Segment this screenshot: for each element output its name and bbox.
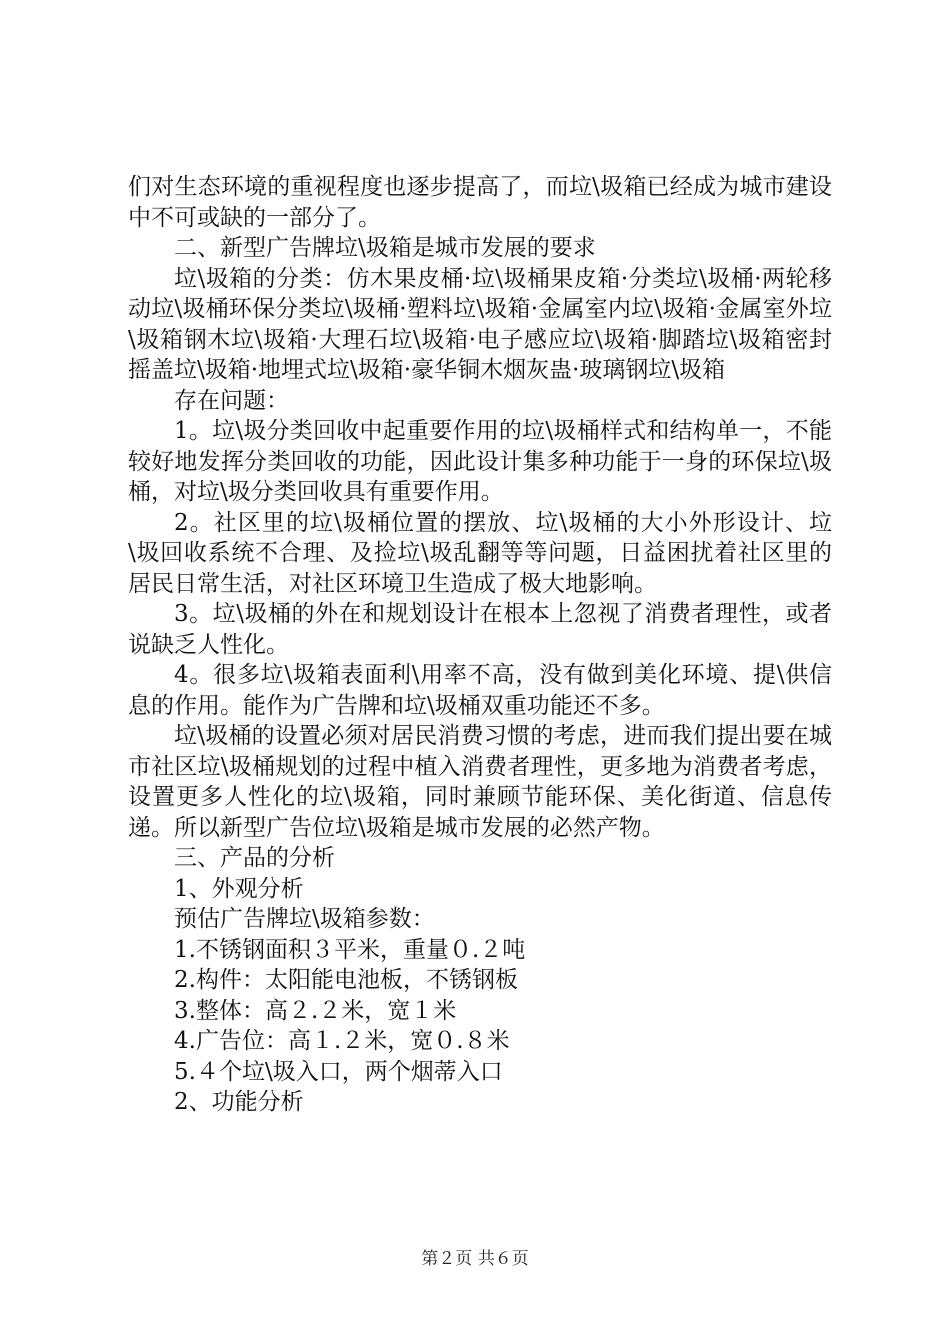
param-item-5: 5.４个垃\圾入口，两个烟蒂入口 [174,1058,503,1085]
param-item-3: 3.整体：高２.２米，宽１米 [174,997,457,1024]
paragraph-conclusion: 垃\圾桶的设置必须对居民消费习惯的考虑，进而我们提出要在城市社区垃\圾桶规划的过程中植入消费者理性，更多地为消费者考虑，设置更多人性化的垃\圾箱，同时兼顾节能环保、美化街道、信息传递。所以新型广告位垃\圾箱是城市发展的必然产物。 [128,723,832,841]
document-body [128,172,832,1118]
params-heading: 预估广告牌垃\圾箱参数： [174,906,435,932]
issue-item-2: 2。社区里的垃\圾桶位置的摆放、垃\圾桶的大小外形设计、垃\圾回收系统不合理、及捡垃\圾乱翻等等问题，日益困扰着社区里的居民日常生活，对社区环境卫生造成了极大地影响。 [128,509,832,597]
section-heading-3: 三、产品的分析 [174,845,335,871]
page-number: 第２页 共６页 [421,1249,529,1269]
subheading-appearance: 1、外观分析 [174,875,304,902]
param-item-4: 4.广告位：高１.２米，宽０.８米 [174,1028,510,1054]
paragraph-classification: 垃\圾箱的分类：仿木果皮桶·垃\圾桶果皮箱·分类垃\圾桶·两轮移动垃\圾桶环保分类垃\圾桶·塑料垃\圾箱·金属室内垃\圾箱·金属室外垃\圾箱钢木垃\圾箱·大理石垃\圾箱·电子感应垃\圾箱·脚踏垃\圾箱密封摇盖垃\圾箱·地埋式垃\圾箱·豪华铜木烟灰蛊·玻璃钢垃\圾箱 [128,265,832,383]
issue-item-3: 3。垃\圾桶的外在和规划设计在根本上忽视了消费者理性，或者说缺乏人性化。 [128,601,832,658]
section-heading-2: 二、新型广告牌垃\圾箱是城市发展的要求 [174,235,596,261]
param-item-1: 1.不锈钢面积３平米，重量０.２吨 [174,936,526,963]
paragraph-continuation: 们对生态环境的重视程度也逐步提高了，而垃\圾箱已经成为城市建设中不可或缺的一部分了。 [128,174,832,231]
issue-item-1: 1。垃\圾分类回收中起重要作用的垃\圾桶样式和结构单一，不能较好地发挥分类回收的功能，因此设计集多种功能于一身的环保垃\圾桶，对垃\圾分类回收具有重要作用。 [128,418,832,505]
issue-item-4: 4。很多垃\圾箱表面利\用率不高，没有做到美化环境、提\供信息的作用。能作为广告牌和垃\圾桶双重功能还不多。 [128,662,832,719]
subheading-function: 2、功能分析 [174,1089,304,1115]
issues-heading: 存在问题： [174,387,289,414]
param-item-2: 2.构件：太阳能电池板，不锈钢板 [174,967,518,993]
